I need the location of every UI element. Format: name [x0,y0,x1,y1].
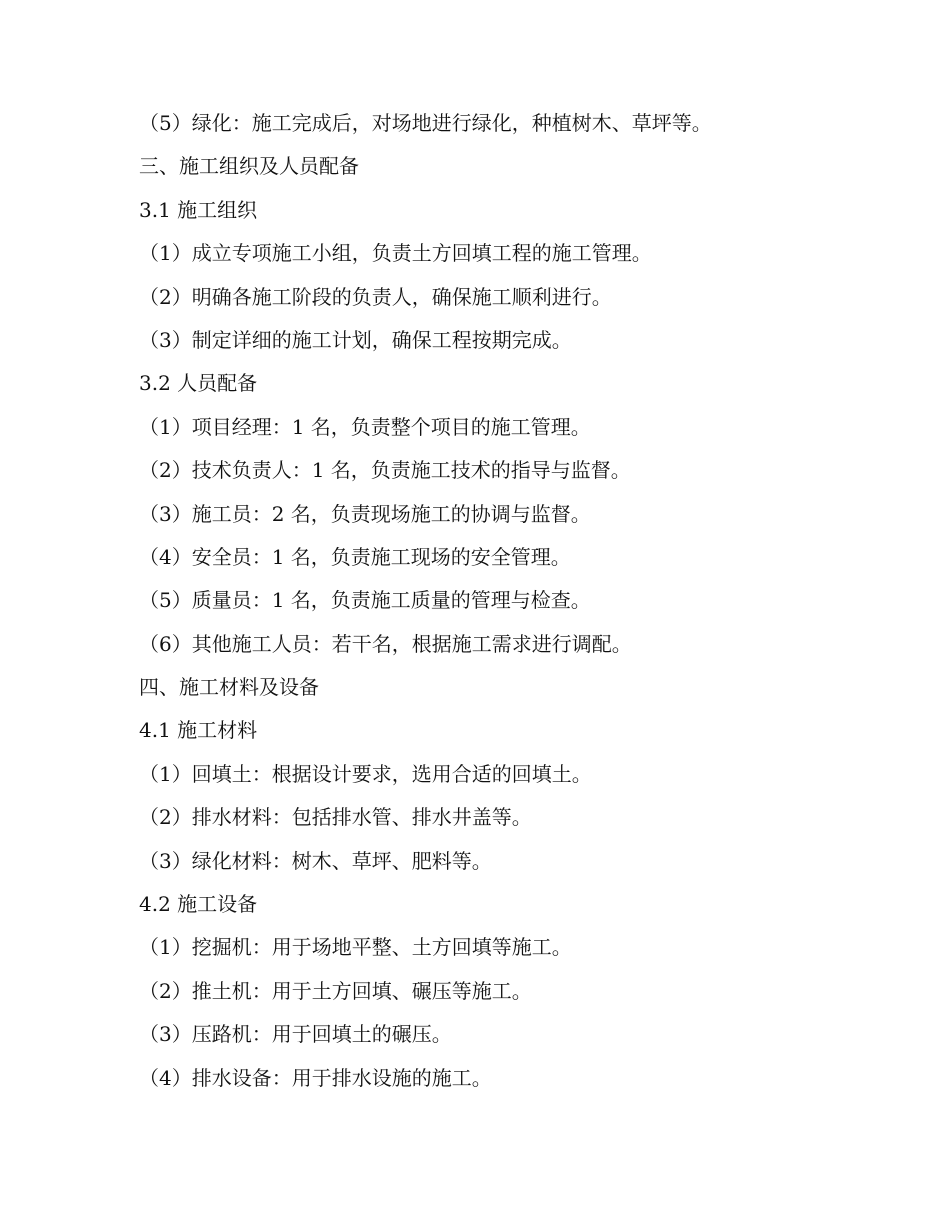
list-item: （1）项目经理：1 名，负责整个项目的施工管理。 [139,414,591,439]
list-item: （1）回填土：根据设计要求，选用合适的回填土。 [139,761,592,786]
subsection-heading-3-2: 3.2 人员配备 [139,371,258,396]
list-item: （2）技术负责人：1 名，负责施工技术的指导与监督。 [139,458,631,483]
list-item: （3）施工员：2 名，负责现场施工的协调与监督。 [139,501,591,526]
subsection-heading-4-1: 4.1 施工材料 [139,718,258,743]
list-item: （3）绿化材料：树木、草坪、肥料等。 [139,848,492,873]
list-item: （2）明确各施工阶段的负责人，确保施工顺利进行。 [139,284,612,309]
list-item: （2）排水材料：包括排水管、排水井盖等。 [139,805,532,830]
section-heading-construction-organization: 三、施工组织及人员配备 [139,154,359,179]
list-item: （6）其他施工人员：若干名，根据施工需求进行调配。 [139,631,632,656]
list-item: （2）推土机：用于土方回填、碾压等施工。 [139,978,532,1003]
subsection-heading-4-2: 4.2 施工设备 [139,892,258,917]
list-item: （4）安全员：1 名，负责施工现场的安全管理。 [139,544,571,569]
subsection-heading-3-1: 3.1 施工组织 [139,197,258,222]
list-item: （4）排水设备：用于排水设施的施工。 [139,1065,492,1090]
list-item: （5）质量员：1 名，负责施工质量的管理与检查。 [139,588,591,613]
list-item: （1）挖掘机：用于场地平整、土方回填等施工。 [139,935,572,960]
section-heading-materials-equipment: 四、施工材料及设备 [139,675,319,700]
list-item: （3）压路机：用于回填土的碾压。 [139,1022,452,1047]
document-body [139,102,839,1100]
list-item: （3）制定详细的施工计划，确保工程按期完成。 [139,327,572,352]
list-item: （1）成立专项施工小组，负责土方回填工程的施工管理。 [139,241,652,266]
list-item-greening: （5）绿化：施工完成后，对场地进行绿化，种植树木、草坪等。 [139,111,712,135]
